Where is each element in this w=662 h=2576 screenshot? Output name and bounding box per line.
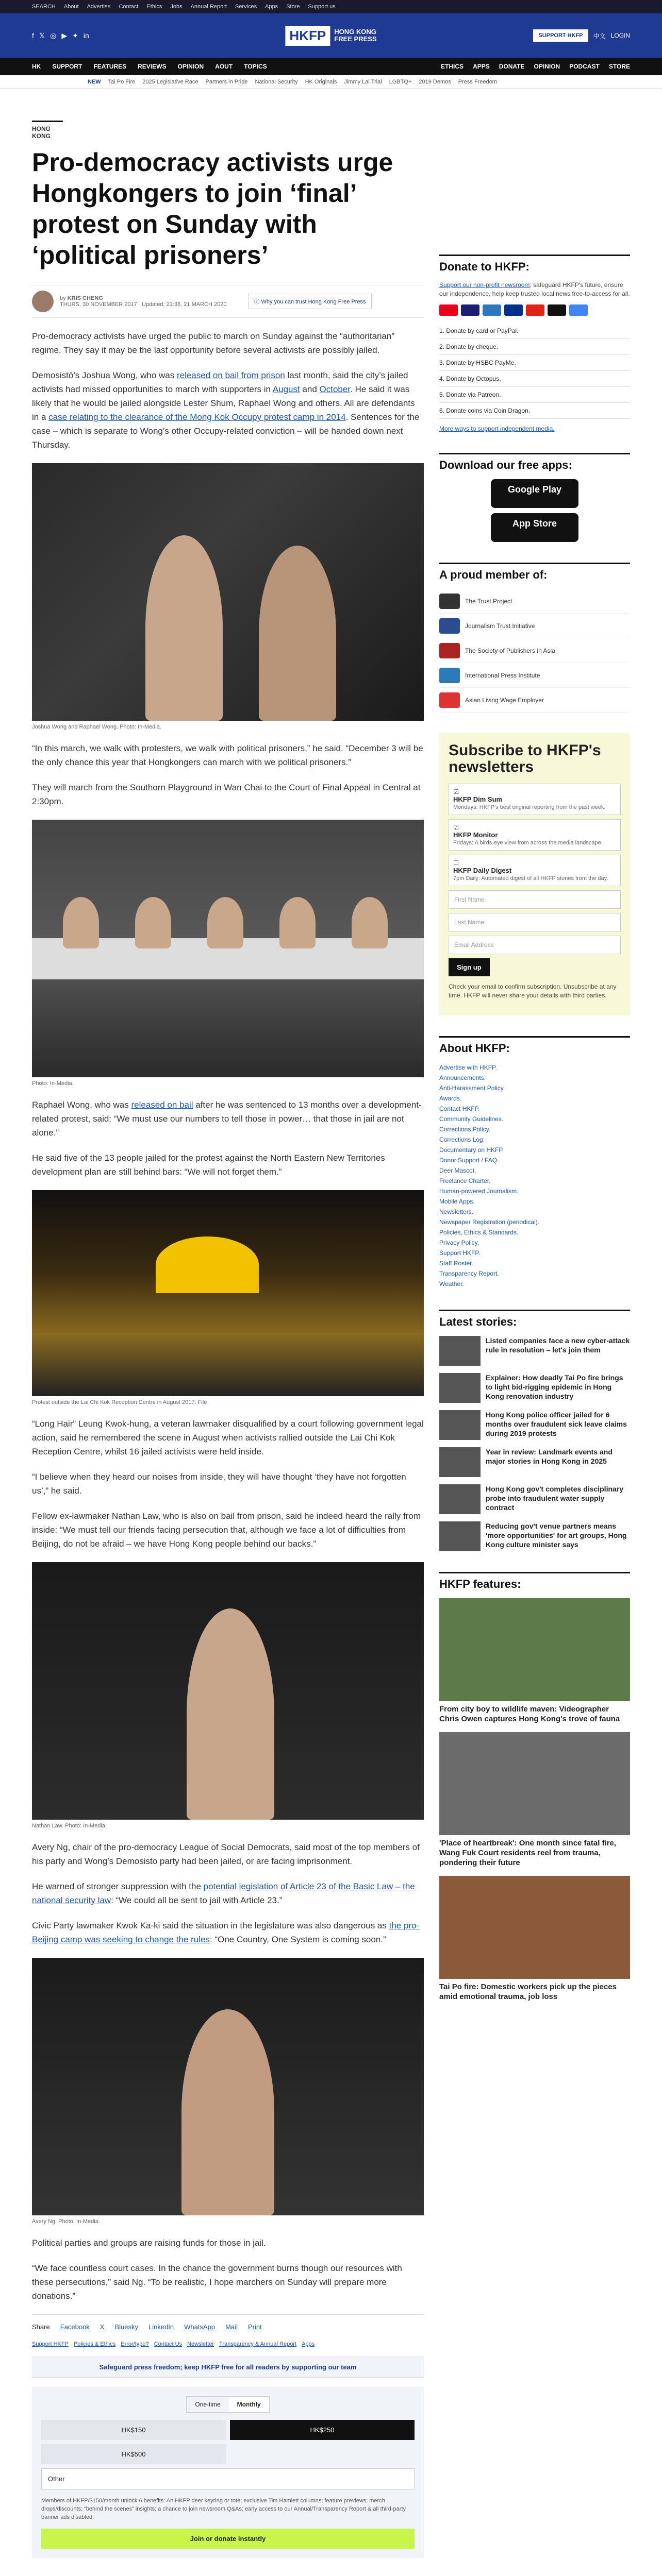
paragraph: Political parties and groups are raising funds for those in jail. xyxy=(32,2238,266,2248)
about-link[interactable]: Privacy Policy. xyxy=(439,1239,479,1246)
amount-grid xyxy=(41,2420,415,2464)
about-link[interactable]: Awards. xyxy=(439,1095,462,1102)
donate-section xyxy=(439,255,630,432)
member-benefits: Members of HKFP/$150/month unlock 6 benefits: An HKFP deer keyring or tote; exclusive Tim Hamlett columns; feature previews; merch drops/discounts; “behind the scenes” insights; a chance to join newsroom Q&As; early access to our Annual/Transparency Report & all third-party banner ads disabled. xyxy=(41,2498,406,2520)
nav-right xyxy=(441,63,630,70)
trending-item[interactable]: LGBTQ+ xyxy=(389,78,412,85)
text: ; safeguard HKFP's future, ensure our independence, help keep trusted local news free-to-access for all. xyxy=(439,281,630,297)
newsletter-name: HKFP Monitor xyxy=(453,831,498,839)
linkedin-icon[interactable]: in xyxy=(83,31,89,40)
about-link[interactable]: Weather. xyxy=(439,1280,464,1287)
photo-caption: Nathan Law. Photo: In-Media. xyxy=(32,1823,107,1829)
about-link[interactable]: Staff Roster. xyxy=(439,1260,473,1267)
amex-icon xyxy=(483,304,501,316)
text: after he was sentenced to 13 months over a development-related protest, said: “We must use our numbers to tell those in power… that those in jail are not alone.” xyxy=(32,1100,422,1138)
other-amount-input[interactable]: Other xyxy=(41,2468,415,2489)
footer-link[interactable]: Transparency & Annual Report xyxy=(219,2341,297,2347)
person-figure xyxy=(63,897,99,948)
nav-right-opinion[interactable]: OPINION xyxy=(534,63,560,70)
amount-option-selected[interactable]: HK$250 xyxy=(230,2420,415,2440)
story-thumbnail xyxy=(439,1373,481,1403)
one-time-option[interactable]: One-time xyxy=(195,2401,221,2408)
main-nav xyxy=(0,58,662,75)
trending-item[interactable]: 2025 Legislative Race xyxy=(142,78,198,85)
trust-project-logo xyxy=(439,594,460,609)
trust-label: Why you can trust Hong Kong Free Press xyxy=(261,299,366,305)
trending-item[interactable]: HK Originals xyxy=(305,78,337,85)
text: : “One Country, One System is coming soon.” xyxy=(209,1935,386,1944)
link-released-on-bail-2[interactable]: released on bail xyxy=(131,1100,193,1110)
visa-icon xyxy=(461,304,479,316)
about-link[interactable]: Community Guidelines. xyxy=(439,1115,504,1123)
footer-link[interactable]: Error/typo? xyxy=(121,2341,149,2347)
story-title: Hong Kong gov't completes disciplinary probe into fraudulent water supply contract xyxy=(486,1485,624,1512)
paragraph: Avery Ng, chair of the pro-democracy League of Social Democrats, said most of the top members of his party and Wong’s Demosisto party had been jailed, or are facing imprisonment. xyxy=(32,1842,420,1866)
x-icon[interactable]: 𝕏 xyxy=(39,31,45,40)
feature-image xyxy=(439,1732,630,1835)
topbar-advertise[interactable]: Advertise xyxy=(87,4,111,10)
newsletter-option[interactable] xyxy=(449,784,621,815)
member-section xyxy=(439,563,630,713)
amount-option[interactable]: HK$500 xyxy=(41,2444,226,2464)
about-link[interactable]: Deer Mascot. xyxy=(439,1167,476,1174)
trending-item[interactable]: National Security xyxy=(255,78,298,85)
google-play-badge[interactable]: Google Play xyxy=(491,479,578,508)
text: Demosistō’s Joshua Wong, who was xyxy=(32,370,177,380)
about-link[interactable]: Anti-Harassment Policy. xyxy=(439,1084,505,1092)
topbar-apps[interactable]: Apps xyxy=(265,4,278,10)
member-name: Journalism Trust Initiative xyxy=(465,622,535,630)
googlepay-icon xyxy=(569,304,588,316)
jti-logo xyxy=(439,618,460,634)
story-thumbnail xyxy=(439,1336,481,1366)
feature-title: Tai Po fire: Domestic workers pick up the pieces amid emotional trauma, job loss xyxy=(439,1982,617,2001)
share-label: Share xyxy=(32,2323,50,2331)
story-title: Listed companies face a new cyber-attack rule in resolution – let's join them xyxy=(486,1336,630,1354)
member-name: International Press Institute xyxy=(465,671,540,679)
page-content xyxy=(0,121,662,2558)
member-org[interactable] xyxy=(439,614,630,638)
share-print[interactable]: Print xyxy=(247,2323,262,2331)
share-mail[interactable]: Mail xyxy=(225,2323,238,2331)
nav-right-store[interactable]: STORE xyxy=(608,63,630,70)
top-utility-bar xyxy=(0,0,662,13)
publish-date: THURS, 30 NOVEMBER 2017 xyxy=(60,301,137,308)
footer-link[interactable]: Support HKFP xyxy=(32,2341,69,2347)
trending-item[interactable]: Jimmy Lai Trial xyxy=(344,78,382,85)
about-link[interactable]: Freelance Charter. xyxy=(439,1177,491,1184)
app-store-badge[interactable]: App Store xyxy=(491,513,578,542)
language-switch[interactable]: 中文 xyxy=(593,32,606,40)
paragraph xyxy=(32,1879,424,1907)
trending-item[interactable]: Partners in Pride xyxy=(205,78,248,85)
donate-way[interactable]: 2. Donate by cheque. xyxy=(439,339,630,355)
feature-title: 'Place of heartbreak': One month since fatal fire, Wang Fuk Court residents reel from trauma, pondering their future xyxy=(439,1839,617,1867)
footer-link[interactable]: Newsletter xyxy=(187,2341,214,2347)
section-title: Latest stories: xyxy=(439,1310,630,1329)
photo-protest-umbrella xyxy=(32,1190,424,1396)
story-title: Hong Kong police officer jailed for 6 months over fraudulent sick leave claims during 2019 protests xyxy=(486,1411,627,1437)
share-linkedin[interactable]: LinkedIn xyxy=(148,2323,174,2331)
topbar-search[interactable]: SEARCH xyxy=(32,4,56,10)
section-title: Donate to HKFP: xyxy=(439,255,630,274)
applepay-icon xyxy=(548,304,566,316)
checkbox-icon[interactable]: ☑ xyxy=(453,824,459,831)
paragraph xyxy=(32,368,424,452)
nav-opinion[interactable]: OPINION xyxy=(177,63,204,70)
feature-image xyxy=(439,1876,630,1979)
about-link[interactable]: Mobile Apps. xyxy=(439,1198,475,1205)
story-title: Reducing gov't venue partners means 'more opportunities' for art groups, Hong Kong culture minister says xyxy=(486,1522,627,1549)
latest-story[interactable] xyxy=(439,1521,630,1551)
link-mong-kok-case[interactable]: case relating to the clearance of the Mong Kok Occupy protest camp in 2014 xyxy=(48,412,346,422)
donate-widget xyxy=(32,2387,424,2558)
signup-button[interactable]: Sign up xyxy=(449,958,490,976)
site-logo[interactable] xyxy=(285,26,376,46)
trending-new-badge: NEW xyxy=(88,78,101,85)
author-name[interactable]: KRIS CHENG xyxy=(67,295,103,301)
member-name: The Society of Publishers in Asia xyxy=(465,647,555,654)
feature-story[interactable] xyxy=(439,1876,630,2002)
about-link[interactable]: Human-powered Journalism. xyxy=(439,1188,519,1195)
person-figure xyxy=(352,897,388,948)
topbar-jobs[interactable]: Jobs xyxy=(170,4,183,10)
paragraph: He said five of the 13 people jailed for the protest against the North Eastern New Territories development plan are still behind bars: “We will not forget them.” xyxy=(32,1153,385,1177)
about-link[interactable]: Transparency Report. xyxy=(439,1270,499,1277)
bluesky-icon[interactable]: ✦ xyxy=(72,31,78,40)
nav-right-donate[interactable]: DONATE xyxy=(499,63,525,70)
paragraph: “We face countless court cases. In the chance the government burns though our resources with these persecutions,” said Ng. “To be realistic, I hope marchers on Sunday will prepare more donations.” xyxy=(32,2263,402,2301)
topbar-services[interactable]: Services xyxy=(235,4,257,10)
youtube-icon[interactable]: ▶ xyxy=(61,31,68,40)
section-title: Download our free apps: xyxy=(439,453,630,472)
topbar-store[interactable]: Store xyxy=(286,4,300,10)
frequency-toggle xyxy=(186,2396,269,2413)
logo-line-2: FREE PRESS xyxy=(334,35,377,43)
person-figure xyxy=(207,897,243,948)
donate-way[interactable]: 4. Donate by Octopus. xyxy=(439,371,630,387)
text: and xyxy=(300,384,320,394)
link-october[interactable]: October xyxy=(319,384,351,394)
login-link[interactable]: LOGIN xyxy=(610,32,630,39)
support-newsroom-link[interactable]: Support our non-profit newsroom xyxy=(439,281,530,289)
about-link[interactable]: Announcements. xyxy=(439,1074,486,1081)
person-figure xyxy=(259,546,336,721)
newsletter-desc: 7pm Daily: Automated digest of all HKFP stories from the day. xyxy=(453,875,608,882)
paragraph xyxy=(32,1098,424,1140)
about-link[interactable]: Contact HKFP. xyxy=(439,1105,480,1112)
link-released-on-bail[interactable]: released on bail from prison xyxy=(176,370,285,380)
info-icon: ⓘ xyxy=(254,299,260,305)
yellow-umbrella xyxy=(156,1236,259,1293)
monthly-option[interactable]: Monthly xyxy=(229,2397,269,2412)
link-article-23[interactable]: potential legislation of Article 23 of the Basic Law – the national security law xyxy=(32,1882,415,1905)
checkbox-icon[interactable]: ☑ xyxy=(453,788,459,795)
footer-link[interactable]: Apps xyxy=(302,2341,315,2347)
latest-story[interactable] xyxy=(439,1484,630,1514)
masthead xyxy=(0,13,662,58)
nav-right-apps[interactable]: APPS xyxy=(473,63,490,70)
footer-link[interactable]: Contact Us xyxy=(154,2341,183,2347)
sopa-logo xyxy=(439,643,460,658)
person-figure xyxy=(279,897,316,948)
section-title: About HKFP: xyxy=(439,1036,630,1055)
text: last month, said the city’s jailed activists had missed opportunities to march with supporters in xyxy=(32,370,408,394)
story-title: Year in review: Landmark events and major stories in Hong Kong in 2025 xyxy=(486,1448,613,1465)
article-title: Pro-democracy activists urge Hongkongers to join ‘final’ protest on Sunday with ‘political prisoners’ xyxy=(32,148,393,269)
support-banner[interactable]: Safeguard press freedom; keep HKFP free for all readers by supporting our team xyxy=(32,2357,424,2378)
more-ways-link[interactable]: More ways to support independent media. xyxy=(439,425,555,432)
social-links xyxy=(32,31,89,40)
feature-story[interactable] xyxy=(439,1598,630,1724)
paragraph: Pro-democracy activists have urged the public to march on Sunday against the “authoritarian” regime. They say it may be the last opportunity before several activists are possibly jailed. xyxy=(32,331,395,355)
member-name: Asian Living Wage Employer xyxy=(465,696,544,704)
newsletter-name: HKFP Daily Digest xyxy=(453,867,512,874)
topbar-support[interactable]: Support us xyxy=(308,4,336,10)
living-wage-logo xyxy=(439,692,460,708)
about-list xyxy=(439,1062,630,1289)
nav-topics[interactable]: TOPICS xyxy=(244,63,267,70)
payment-cards xyxy=(439,304,630,316)
byline-text: by KRIS CHENG THURS, 30 NOVEMBER 2017 Updated: 21:36, 21 MARCH 2020 xyxy=(60,295,227,308)
newsletter-title: Subscribe to HKFP's newsletters xyxy=(449,742,601,775)
text: . He said it was likely that he would be jailed alongside Lester Shum, Raphael Wong and others. All are defendants in a xyxy=(32,384,415,422)
topbar-annual-report[interactable]: Annual Report xyxy=(190,4,227,10)
about-link[interactable]: Corrections Log. xyxy=(439,1136,485,1143)
donate-way[interactable]: 1. Donate by card or PayPal. xyxy=(439,323,630,339)
photo-avery-ng xyxy=(32,1958,424,2215)
donate-way[interactable]: 5. Donate via Patreon. xyxy=(439,387,630,403)
paragraph: “In this march, we walk with protesters, we walk with political prisoners,” he said. “December 3 will be the only chance this year that Hongkongers can march with we political prisoners.” xyxy=(32,743,423,767)
footer-links xyxy=(32,2341,424,2347)
newsletter-note: Check your email to confirm subscription. Unsubscribe at any time. HKFP will never share your details with third parties. xyxy=(449,983,617,999)
paragraph: “Long Hair” Leung Kwok-hung, a veteran lawmaker disqualified by a court following government legal action, said he remembered the scene in August when activists rallied outside the Lai Chi Kok Reception Centre, whilst 16 jailed activists were held inside. xyxy=(32,1419,424,1456)
about-link[interactable]: Support HKFP. xyxy=(439,1249,481,1257)
newsletter-desc: Mondays: HKFP's best original reporting from the past week. xyxy=(453,804,606,810)
ipi-logo xyxy=(439,668,460,683)
person-figure xyxy=(187,1608,274,1820)
share-facebook[interactable]: Facebook xyxy=(60,2323,90,2331)
topbar-ethics[interactable]: Ethics xyxy=(146,4,162,10)
share-whatsapp[interactable]: WhatsApp xyxy=(184,2323,216,2331)
latest-section xyxy=(439,1310,630,1551)
trending-bar xyxy=(0,75,662,89)
feature-image xyxy=(439,1598,630,1701)
logo-line-1: HONG KONG xyxy=(334,28,376,36)
about-link[interactable]: Donor Support / FAQ. xyxy=(439,1157,499,1164)
story-thumbnail xyxy=(439,1484,481,1514)
about-link[interactable]: Newspaper Registration (periodical). xyxy=(439,1218,540,1226)
logo-mark: HKFP xyxy=(285,26,330,46)
trending-item[interactable]: 2019 Demos xyxy=(419,78,451,85)
trending-item[interactable]: Tai Po Fire xyxy=(108,78,136,85)
article-category[interactable]: HONG KONG xyxy=(32,121,63,140)
newsletter-name: HKFP Dim Sum xyxy=(453,795,503,803)
nav-right-podcast[interactable]: PODCAST xyxy=(569,63,600,70)
text: Raphael Wong, who was xyxy=(32,1100,131,1110)
link-august[interactable]: August xyxy=(272,384,300,394)
text: . Sentences for the case – which is separate to Wong’s other Occupy-related conviction – will be handed down next Thursday. xyxy=(32,412,420,450)
story-thumbnail xyxy=(439,1521,481,1551)
mastercard-icon xyxy=(439,304,458,316)
sidebar xyxy=(439,255,630,2558)
first-name-field[interactable]: First Name xyxy=(449,890,621,909)
feature-story[interactable] xyxy=(439,1732,630,1868)
about-link[interactable]: Newsletters. xyxy=(439,1208,474,1215)
author-avatar xyxy=(32,291,54,312)
trust-link[interactable] xyxy=(248,294,371,309)
person-figure xyxy=(135,897,171,948)
topbar-about[interactable]: About xyxy=(63,4,79,10)
nav-right-ethics[interactable]: ETHICS xyxy=(441,63,464,70)
photo-press-conference xyxy=(32,820,424,1077)
unionpay-icon xyxy=(526,304,544,316)
story-title: Explainer: How deadly Tai Po fire brings to light bid-rigging epidemic in Hong Kong renovation industry xyxy=(486,1374,623,1400)
photo-caption: Avery Ng. Photo: In-Media. xyxy=(32,2218,100,2225)
paragraph xyxy=(32,1919,424,1946)
article xyxy=(32,121,424,2558)
story-thumbnail xyxy=(439,1447,481,1477)
donate-way[interactable]: 6. Donate coins via Coin Dragon. xyxy=(439,403,630,419)
text: : “We could all be sent to jail with Article 23.” xyxy=(111,1895,283,1905)
link-change-rules[interactable]: the pro-Beijing camp was seeking to change the rules xyxy=(32,1921,420,1944)
instagram-icon[interactable]: ◎ xyxy=(50,31,57,40)
person-figure xyxy=(145,535,223,721)
nav-hk[interactable]: HK xyxy=(32,63,41,70)
about-link[interactable]: Documentary on HKFP. xyxy=(439,1146,504,1154)
checkbox-icon[interactable]: ☐ xyxy=(453,859,459,867)
text: Civic Party lawmaker Kwok Ka-ki said the situation in the legislature was also dangerous as xyxy=(32,1921,389,1930)
paragraph: “I believe when they heard our noises from inside, they will have thought ‘they have not forgotten us’,” he said. xyxy=(32,1472,406,1496)
donate-way[interactable]: 3. Donate by HSBC PayMe. xyxy=(439,355,630,371)
nav-features[interactable]: FEATURES xyxy=(93,63,127,70)
donate-text xyxy=(439,281,630,298)
feature-title: From city boy to wildlife maven: Videographer Chris Owen captures Hong Kong's trove of fauna xyxy=(439,1705,620,1723)
photo-nathan-law xyxy=(32,1562,424,1820)
latest-story[interactable] xyxy=(439,1410,630,1440)
member-org[interactable] xyxy=(439,589,630,614)
apps-section xyxy=(439,453,630,542)
newsletter-section xyxy=(439,733,630,1015)
footer-link[interactable]: Policies & Ethics xyxy=(73,2341,116,2347)
masthead-actions xyxy=(533,29,630,42)
join-donate-button[interactable]: Join or donate instantly xyxy=(41,2529,415,2549)
nav-about[interactable]: AOUT xyxy=(215,63,233,70)
member-org[interactable] xyxy=(439,688,630,713)
member-org[interactable] xyxy=(439,638,630,663)
share-bar xyxy=(32,2314,424,2331)
member-name: The Trust Project xyxy=(465,597,512,605)
logo-wordmark xyxy=(334,28,376,43)
amount-option[interactable]: HK$150 xyxy=(41,2420,226,2440)
newsletter-option[interactable] xyxy=(449,855,621,886)
photo-caption: Photo: In-Media. xyxy=(32,1080,74,1087)
support-hkfp-button[interactable]: SUPPORT HKFP xyxy=(533,29,588,42)
features-section xyxy=(439,1572,630,2002)
about-link[interactable]: Advertise with HKFP. xyxy=(439,1064,497,1071)
latest-story[interactable] xyxy=(439,1447,630,1477)
photo-caption: Protest outside the Lai Chi Kok Reception Centre in August 2017. File xyxy=(32,1399,207,1405)
updated-date: Updated: 21:36, 21 MARCH 2020 xyxy=(141,301,227,308)
newsletter-option[interactable] xyxy=(449,819,621,851)
email-field[interactable]: Email Address xyxy=(449,936,621,954)
byline xyxy=(32,285,424,318)
section-title: HKFP features: xyxy=(439,1572,630,1591)
last-name-field[interactable]: Last Name xyxy=(449,913,621,931)
text: He warned of stronger suppression with the xyxy=(32,1882,204,1891)
trending-item[interactable]: Press Freedom xyxy=(458,78,497,85)
nav-reviews[interactable]: REVIEWS xyxy=(138,63,167,70)
about-link[interactable]: Corrections Policy. xyxy=(439,1126,491,1133)
about-section xyxy=(439,1036,630,1289)
nav-support[interactable]: SUPPORT xyxy=(52,63,82,70)
paragraph: They will march from the Southorn Playground in Wan Chai to the Court of Final Appeal in Central at 2:30pm. xyxy=(32,783,421,806)
paypal-icon xyxy=(504,304,523,316)
latest-story[interactable] xyxy=(439,1373,630,1403)
photo-joshua-raphael xyxy=(32,463,424,721)
section-title: A proud member of: xyxy=(439,563,630,582)
facebook-icon[interactable]: f xyxy=(32,31,34,40)
newsletter-desc: Fridays: A birds-eye view from across the media landscape. xyxy=(453,840,603,846)
latest-story[interactable] xyxy=(439,1336,630,1366)
story-thumbnail xyxy=(439,1410,481,1440)
about-link[interactable]: Policies, Ethics & Standards. xyxy=(439,1229,519,1236)
share-bluesky[interactable]: Bluesky xyxy=(114,2323,138,2331)
photo-caption: Joshua Wong and Raphael Wong. Photo: In-Media. xyxy=(32,724,161,730)
share-x[interactable]: X xyxy=(100,2323,105,2331)
topbar-contact[interactable]: Contact xyxy=(119,4,139,10)
member-org[interactable] xyxy=(439,663,630,688)
person-figure xyxy=(181,2009,274,2215)
paragraph: Fellow ex-lawmaker Nathan Law, who is also on bail from prison, said he indeed heard the rally from inside: “We must tell our friends facing persecution that, although we face a lot of difficulties from Beijing, do not be afraid – we have Hong Kong people behind our backs.” xyxy=(32,1511,421,1549)
